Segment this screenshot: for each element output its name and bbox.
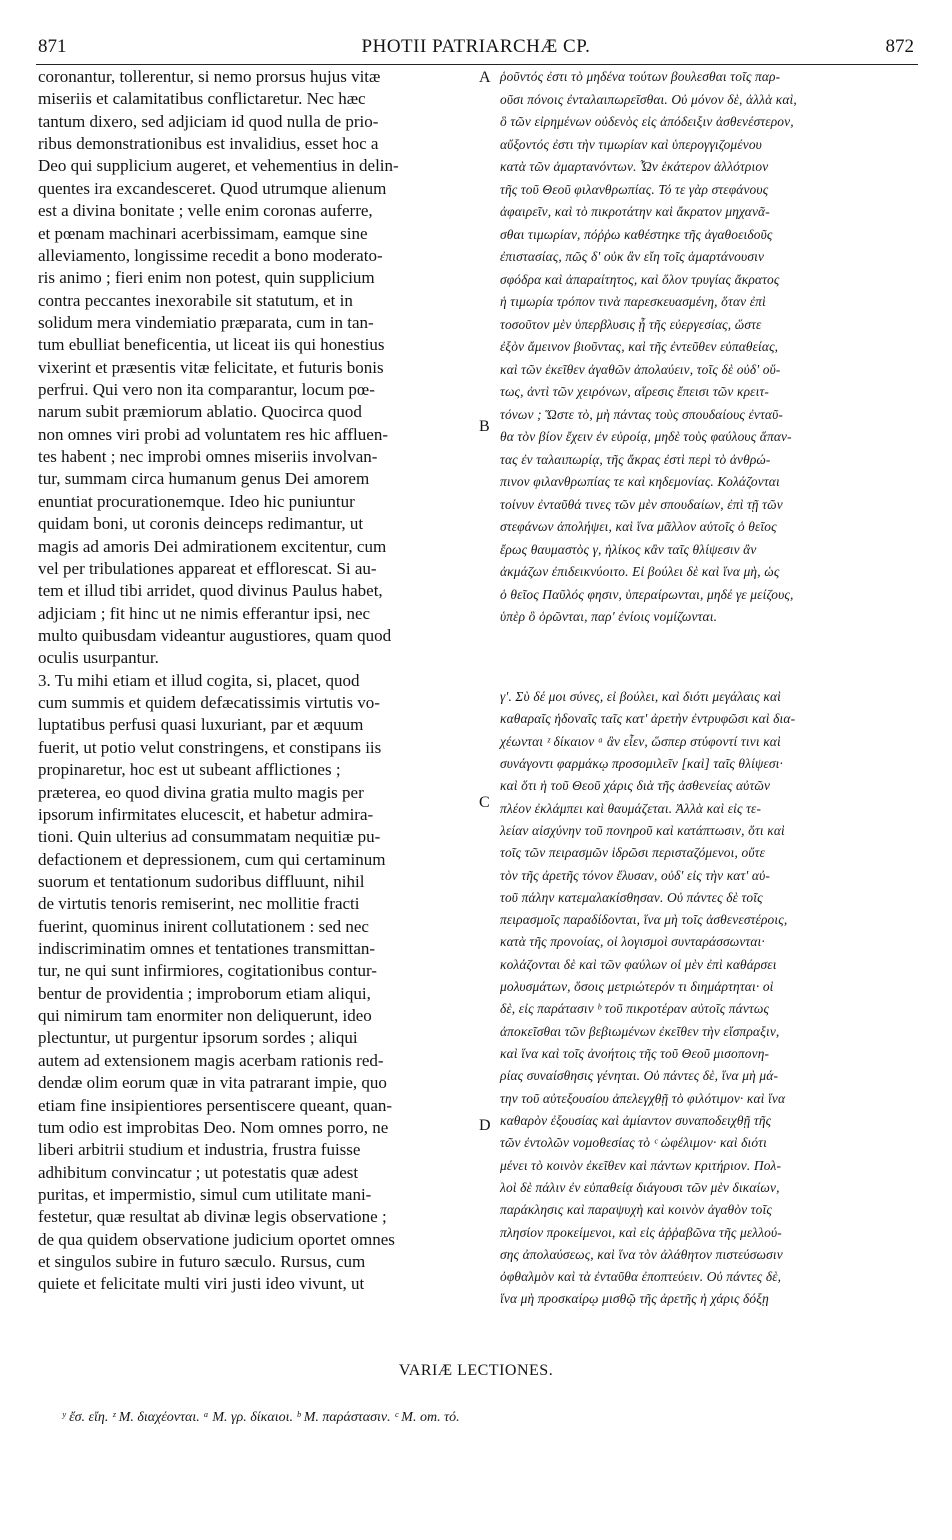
margin-marker-c: C xyxy=(479,794,490,811)
greek-text-line: συνάγοντι φαρμάκῳ προσομιλεῖν [καὶ] ταῖς θλίψεσι· xyxy=(500,755,783,771)
latin-text-line: non omnes viri probi ad voluntatem res hic affluen- xyxy=(38,424,388,444)
greek-text-line: καθαραῖς ἡδοναῖς ταῖς κατ' ἀρετὴν ἐντρυφῶσι καὶ δια- xyxy=(500,711,796,727)
latin-text-line: puritas, et impermistio, simul cum utilitate mani- xyxy=(38,1184,372,1204)
greek-text-line: τὸν τῆς ἀρετῆς τόνον ἔλυσαν, οὐδ' εἰς τὴν κατ' αὐ- xyxy=(500,867,771,883)
page-number-right: 872 xyxy=(885,36,914,57)
greek-text-line: κατὰ τῆς προνοίας, οἱ λογισμοὶ συνταράσσωνται· xyxy=(500,934,765,950)
greek-text-line: ὃ τῶν εἰρημένων οὐδενὸς εἰς ἀπόδειξιν ἀσθενέστερον, xyxy=(500,114,794,129)
latin-text-line: adhibitum convincatur ; ut potestatis quæ adest xyxy=(38,1162,359,1182)
latin-text-line: tum odio est improbitas Deo. Nom omnes porro, ne xyxy=(38,1117,389,1137)
greek-text-line: πειρασμοῖς παραδίδονται, ἵνα μὴ τοῖς ἀσθενεστέροις, xyxy=(500,912,788,928)
greek-text-line: ὑπὲρ ὃ ὁρῶνται, παρ' ἐνίοις νομίζωνται. xyxy=(500,609,718,624)
latin-text-line: tur, ne qui sunt infirmiores, cogitationibus contur- xyxy=(38,961,377,981)
greek-text-line: ἔρως θαυμαστὸς γ, ἡλίκος κἂν ταῖς θλίψεσιν ἂν xyxy=(500,541,757,557)
latin-text-line: luptatibus perfusi quasi luxuriant, par et æquum xyxy=(38,715,364,735)
latin-text-line: perfrui. Qui vero non ita comparantur, locum pœ- xyxy=(38,380,375,400)
latin-text-line: tur, summam circa humanum genus Dei amorem xyxy=(38,469,370,489)
latin-text-line: festetur, quæ resultat ab divinæ legis observatione ; xyxy=(38,1207,387,1227)
latin-text-line: dendæ olim eorum quæ in vita patrarant impie, quo xyxy=(38,1073,387,1093)
greek-column-bottom xyxy=(500,686,912,1311)
latin-text-line: tes habent ; nec improbi omnes miseriis involvan- xyxy=(38,447,378,467)
margin-marker-d: D xyxy=(479,1117,491,1134)
greek-text-line: στεφάνων ἀπολήψει, καὶ ἵνα μᾶλλον αὐτοῖς ὁ θεῖος xyxy=(500,519,777,534)
latin-text-line: etiam fine insipientiores persentiscere queant, quan- xyxy=(38,1095,393,1115)
greek-text-line: τοῖς τῶν πειρασμῶν ἱδρῶσι περισταζόμενοι, οὔτε xyxy=(500,845,766,861)
latin-column xyxy=(38,66,476,1296)
latin-text-line: quiete et felicitate multi viri justi ideo vivunt, ut xyxy=(38,1274,365,1294)
latin-text-line: contra peccantes inexorabile sit statutum, et in xyxy=(38,290,353,310)
latin-text-line: enuntiat procurationemque. Ideo hic puniuntur xyxy=(38,491,355,511)
greek-text-line: ἐξὸν ἄμεινον βιοῦντας, καὶ τῆς ἐντεῦθεν εὐπαθείας, xyxy=(500,339,779,354)
latin-text-line: ris animo ; fieri enim non potest, quin supplicium xyxy=(38,268,375,288)
latin-text-line: magis ad amoris Dei admirationem excitentur, cum xyxy=(38,536,387,556)
latin-text-line: fuerit, ut potio velut constringens, et constipans iis xyxy=(38,737,382,757)
greek-text-line: τοσοῦτον μὲν ὑπερβλυσις ᾖ τῆς εὐεργεσίας, ὥστε xyxy=(500,316,762,332)
latin-text-line: est a divina bonitate ; velle enim coronas auferre, xyxy=(38,201,373,221)
greek-text-line: ὁ θεῖος Παῦλός φησιν, ὑπεραίρωνται, μηδέ γε μείζους, xyxy=(500,586,794,602)
greek-text-line: θα τὸν βίον ἔχειν ἐν εὐροίᾳ, μηδὲ τοὺς φαύλους ἅπαν- xyxy=(500,429,792,444)
greek-text-line: τοῦ πάλην κατεμαλακίσθησαν. Οὐ πάντες δὲ τοῖς xyxy=(500,889,763,905)
latin-text-line: tioni. Quin ulterius ad consummatam nequitiæ pu- xyxy=(38,827,381,847)
greek-text-line: κολάζονται δὲ καὶ τῶν φαύλων οἱ μὲν ἐπὶ καθάρσει xyxy=(500,956,777,972)
greek-text-line: οῦσι πόνοις ἐνταλαιπωρεῖσθαι. Οὐ μόνον δὲ, ἀλλὰ καὶ, xyxy=(500,91,797,107)
greek-text-line: ἀποκεῖσθαι τῶν βεβιωμένων ἐκεῖθεν τὴν εἴσπραξιν, xyxy=(500,1023,780,1039)
latin-text-line: adjiciam ; fit hinc ut ne nimis efferantur ipsi, nec xyxy=(38,603,371,623)
greek-text-line: σφόδρα καὶ ἀπαραίτητος, καὶ ὅλον τρυγίας ἄκρατος xyxy=(500,271,780,287)
page-header xyxy=(0,0,952,70)
latin-text-line: quentes ira excandesceret. Quod utrumque alienum xyxy=(38,178,387,198)
greek-text-line: παράκλησις καὶ παραψυχὴ καὶ κοινὸν ἀγαθὸν τοῖς xyxy=(500,1202,772,1218)
greek-text-line: καὶ ὅτι ἡ τοῦ Θεοῦ χάρις διὰ τῆς ἀσθενείας αὐτῶν xyxy=(500,778,771,794)
greek-text-line: ἀφαιρεῖν, καὶ τὸ πικροτάτην καὶ ἄκρατον μηχανᾶ- xyxy=(500,204,770,219)
running-title: PHOTII PATRIARCHÆ CP. xyxy=(361,36,591,57)
latin-text-line: quidam boni, ut coronis deinceps redimantur, ut xyxy=(38,514,364,534)
latin-text-line: tantum dixero, sed adjiciam id quod nulla de prio- xyxy=(38,111,379,131)
latin-text-line: solidum mera vindemiatio præparata, cum in tan- xyxy=(38,312,374,332)
latin-text-line: 3. Tu mihi etiam et illud cogita, si, placet, quod xyxy=(38,670,360,690)
greek-text-line: σης ἀπολαύσεως, καὶ ἵνα τὸν ἀλάθητον πιστεύσωσιν xyxy=(500,1246,783,1262)
latin-text-line: miseriis et calamitatibus conflictaretur. Nec hæc xyxy=(38,89,366,109)
greek-text-line: ῥοῦντός ἐστι τὸ μηδένα τούτων βουλεσθαι τοῖς παρ- xyxy=(500,69,781,84)
greek-text-line: ὀφθαλμὸν καὶ τὰ ἐνταῦθα ἐποπτεύειν. Οὐ πάντες δὲ, xyxy=(500,1269,782,1285)
greek-text-line: αὔξοντός ἐστι τὴν τιμωρίαν καὶ ὑπερογγιζομένου xyxy=(500,136,762,152)
greek-text-line: χέωνται ᶻ δίκαιον ᵃ ἂν εἶεν, ὥσπερ στύφοντί τινι καὶ xyxy=(500,733,781,749)
greek-text-line: τῶν ἐντολῶν νομοθεσίας τὸ ᶜ ὠφέλιμον· καὶ διότι xyxy=(500,1135,767,1151)
greek-text-line: πλησίον προκείμενοι, καὶ εἰς ἀῤῥαβῶνα τῆς μελλού- xyxy=(500,1224,782,1240)
greek-text-line: τως, ἀντὶ τῶν χειρόνων, αἵρεσις ἔπεισι τῶν κρειτ- xyxy=(500,384,769,399)
latin-text-line: et pœnam machinari acerbissimam, eamque sine xyxy=(38,223,368,243)
greek-text-line: ἐπιστασίας, πῶς δ' οὐκ ἂν εἴη τοῖς ἁμαρτάνουσιν xyxy=(500,249,765,264)
margin-marker-a: A xyxy=(479,69,491,86)
latin-text-line: propinaretur, hoc est ut subeant afflictiones ; xyxy=(38,760,341,780)
latin-text-line: tum ebulliat beneficentia, ut liceat iis qui honestius xyxy=(38,335,385,355)
latin-text-line: multo quibusdam videantur augustiores, quam quod xyxy=(38,625,392,645)
latin-text-line: præterea, eo quod divina gratia multo magis per xyxy=(38,782,364,802)
latin-text-line: ipsorum infirmitates elucescit, et habetur admira- xyxy=(38,804,374,824)
greek-text-line: τοίνυν ἐνταῦθά τινες τῶν μὲν σπουδαίων, ἐπὶ τῇ τῶν xyxy=(500,496,783,512)
latin-text-line: et singulos subire in futuro sæculo. Rursus, cum xyxy=(38,1252,366,1272)
greek-text-line: καθαρὸν ἐξουσίας καὶ ἀμίαντον συναποδειχθῇ τῆς xyxy=(500,1112,772,1128)
latin-text-line: de qua quidem observatione judicium oportet omnes xyxy=(38,1229,395,1249)
latin-text-line: Deo qui supplicium augeret, et vehementius in delin- xyxy=(38,156,399,176)
variae-lectiones-title: VARIÆ LECTIONES. xyxy=(398,1362,554,1379)
greek-text-line: τῆς τοῦ Θεοῦ φιλανθρωπίας. Τό τε γὰρ στεφάνους xyxy=(500,181,769,197)
greek-text-line: καὶ ἵνα καὶ τοῖς ἀνοήτοις τῆς τοῦ Θεοῦ μισοπονη- xyxy=(500,1046,770,1061)
latin-text-line: cum summis et quidem defæcatissimis virtutis vo- xyxy=(38,693,380,713)
margin-marker-b: B xyxy=(479,418,490,435)
greek-text-line: την τοῦ αὐτεξουσίου ἀπελεγχθῇ τὸ φιλότιμον· καὶ ἵνα xyxy=(500,1090,786,1106)
page-number-left: 871 xyxy=(38,36,67,57)
latin-text-line: ribus demonstrationibus est invalidius, esset hoc a xyxy=(38,134,379,154)
greek-text-line: κατὰ τῶν ἁμαρτανόντων. Ὧν ἑκάτερον ἀλλότριον xyxy=(500,159,769,174)
latin-text-line: narum subit præmiorum ablatio. Quocirca quod xyxy=(38,402,362,422)
greek-text-line: πινον φιλανθρωπίας τε καὶ κηδεμονίας. Κολάζονται xyxy=(500,474,780,489)
latin-text-line: defactionem et depressionem, cum qui certaminum xyxy=(38,849,386,869)
greek-text-line: τόνων ; Ὥστε τὸ, μὴ πάντας τοὺς σπουδαίους ἐνταῦ- xyxy=(500,406,783,422)
latin-text-line: alleviamento, longissime recedit a bono moderato- xyxy=(38,245,383,265)
greek-text-line: μολυσμάτων, ὅσοις μετριώτερόν τι διημάρτηται· οἱ xyxy=(500,979,774,995)
latin-text-line: plectuntur, ut purgentur ipsorum sordes ; aliqui xyxy=(38,1028,358,1048)
latin-text-line: tem et illud tibi arridet, quod divinus Paulus habet, xyxy=(38,581,383,601)
latin-text-line: autem ad extensionem magis acerbam rationis red- xyxy=(38,1050,384,1070)
latin-text-line: de virtutis tenoris remiserint, nec mollitie fracti xyxy=(38,894,360,914)
latin-text-line: fuerint, quominus inirent collutationem : sed nec xyxy=(38,916,369,936)
greek-text-line: σθαι τιμωρίαν, πόῤῥω καθέστηκε τῆς ἀγαθοειδοῦς xyxy=(500,226,773,242)
header-rule xyxy=(36,64,918,65)
latin-text-line: oculis usurpantur. xyxy=(38,648,159,668)
latin-text-line: bentur de providentia ; improborum etiam aliqui, xyxy=(38,983,371,1003)
greek-text-line: ρίας συναίσθησις γένηται. Οὐ πάντες δὲ, ἵνα μὴ μά- xyxy=(500,1068,779,1084)
greek-text-line: ἵνα μὴ προσκαίρῳ μισθῷ τῆς ἀρετῆς ἡ χάρις δόξῃ xyxy=(500,1291,769,1307)
variae-lectiones-text: ʸ ἔσ. εἴη. ᶻ M. διαχέονται. ᵃ M. γρ. δίκαιοι. ᵇ M. παράστασιν. ᶜ M. om. τό. xyxy=(62,1410,460,1425)
greek-text-line: δὲ, εἰς παράτασιν ᵇ τοῦ πικροτέραν αὐτοῖς πάντως xyxy=(500,1001,770,1017)
latin-text-line: coronantur, tollerentur, si nemo prorsus hujus vitæ xyxy=(38,67,381,86)
greek-text-line: ἀκμάζων ἐπιδεικνύοιτο. Εἰ βούλει δὲ καὶ ἵνα μὴ, ὡς xyxy=(500,564,780,579)
latin-text-line: qui nimirum tam enormiter non deliquerunt, ideo xyxy=(38,1006,372,1026)
greek-column-top xyxy=(500,66,912,629)
greek-text-line: ἡ τιμωρία τρόπον τινὰ παρεσκευασμένη, ὅταν ἐπὶ xyxy=(500,294,766,309)
latin-text-line: vixerint et præsentis vitæ felicitate, et futuris bonis xyxy=(38,357,384,377)
latin-text-line: vel per tribulationes appareat et efflorescat. Si au- xyxy=(38,558,377,578)
greek-text-line: μένει τὸ κοινὸν ἐκεῖθεν καὶ πάντων κριτήριον. Πολ- xyxy=(500,1157,782,1173)
latin-text-line: indiscriminatim omnes et tentationes transmittan- xyxy=(38,939,376,959)
greek-text-line: πλέον ἐκλάμπει καὶ θαυμάζεται. Ἀλλὰ καὶ εἰς τε- xyxy=(500,800,762,816)
latin-text-line: suorum et tentationum sudoribus diffluunt, nihil xyxy=(38,871,365,891)
greek-text-line: καὶ τῶν ἐκεῖθεν ἀγαθῶν ἀπολαύειν, τοῖς δὲ οὐδ' οὕ- xyxy=(500,361,781,377)
greek-text-line: λείαν αἰσχύνην τοῦ πονηροῦ καὶ κατάπτωσιν, ὅτι καὶ xyxy=(500,822,785,838)
latin-text-line: liberi arbitrii studium et industria, frustra fuisse xyxy=(38,1140,361,1160)
greek-text-line: τας ἐν ταλαιπωρίᾳ, τῆς ἄκρας ἐστὶ περὶ τὸ ἀνθρώ- xyxy=(500,451,771,467)
greek-text-line: λοὶ δὲ πάλιν ἐν εὐπαθείᾳ διάγουσι τῶν μὲν δικαίων, xyxy=(500,1179,780,1195)
greek-text-line: γ'. Σὺ δέ μοι σύνες, εἰ βούλει, καὶ διότι μεγάλαις καὶ xyxy=(500,689,781,704)
